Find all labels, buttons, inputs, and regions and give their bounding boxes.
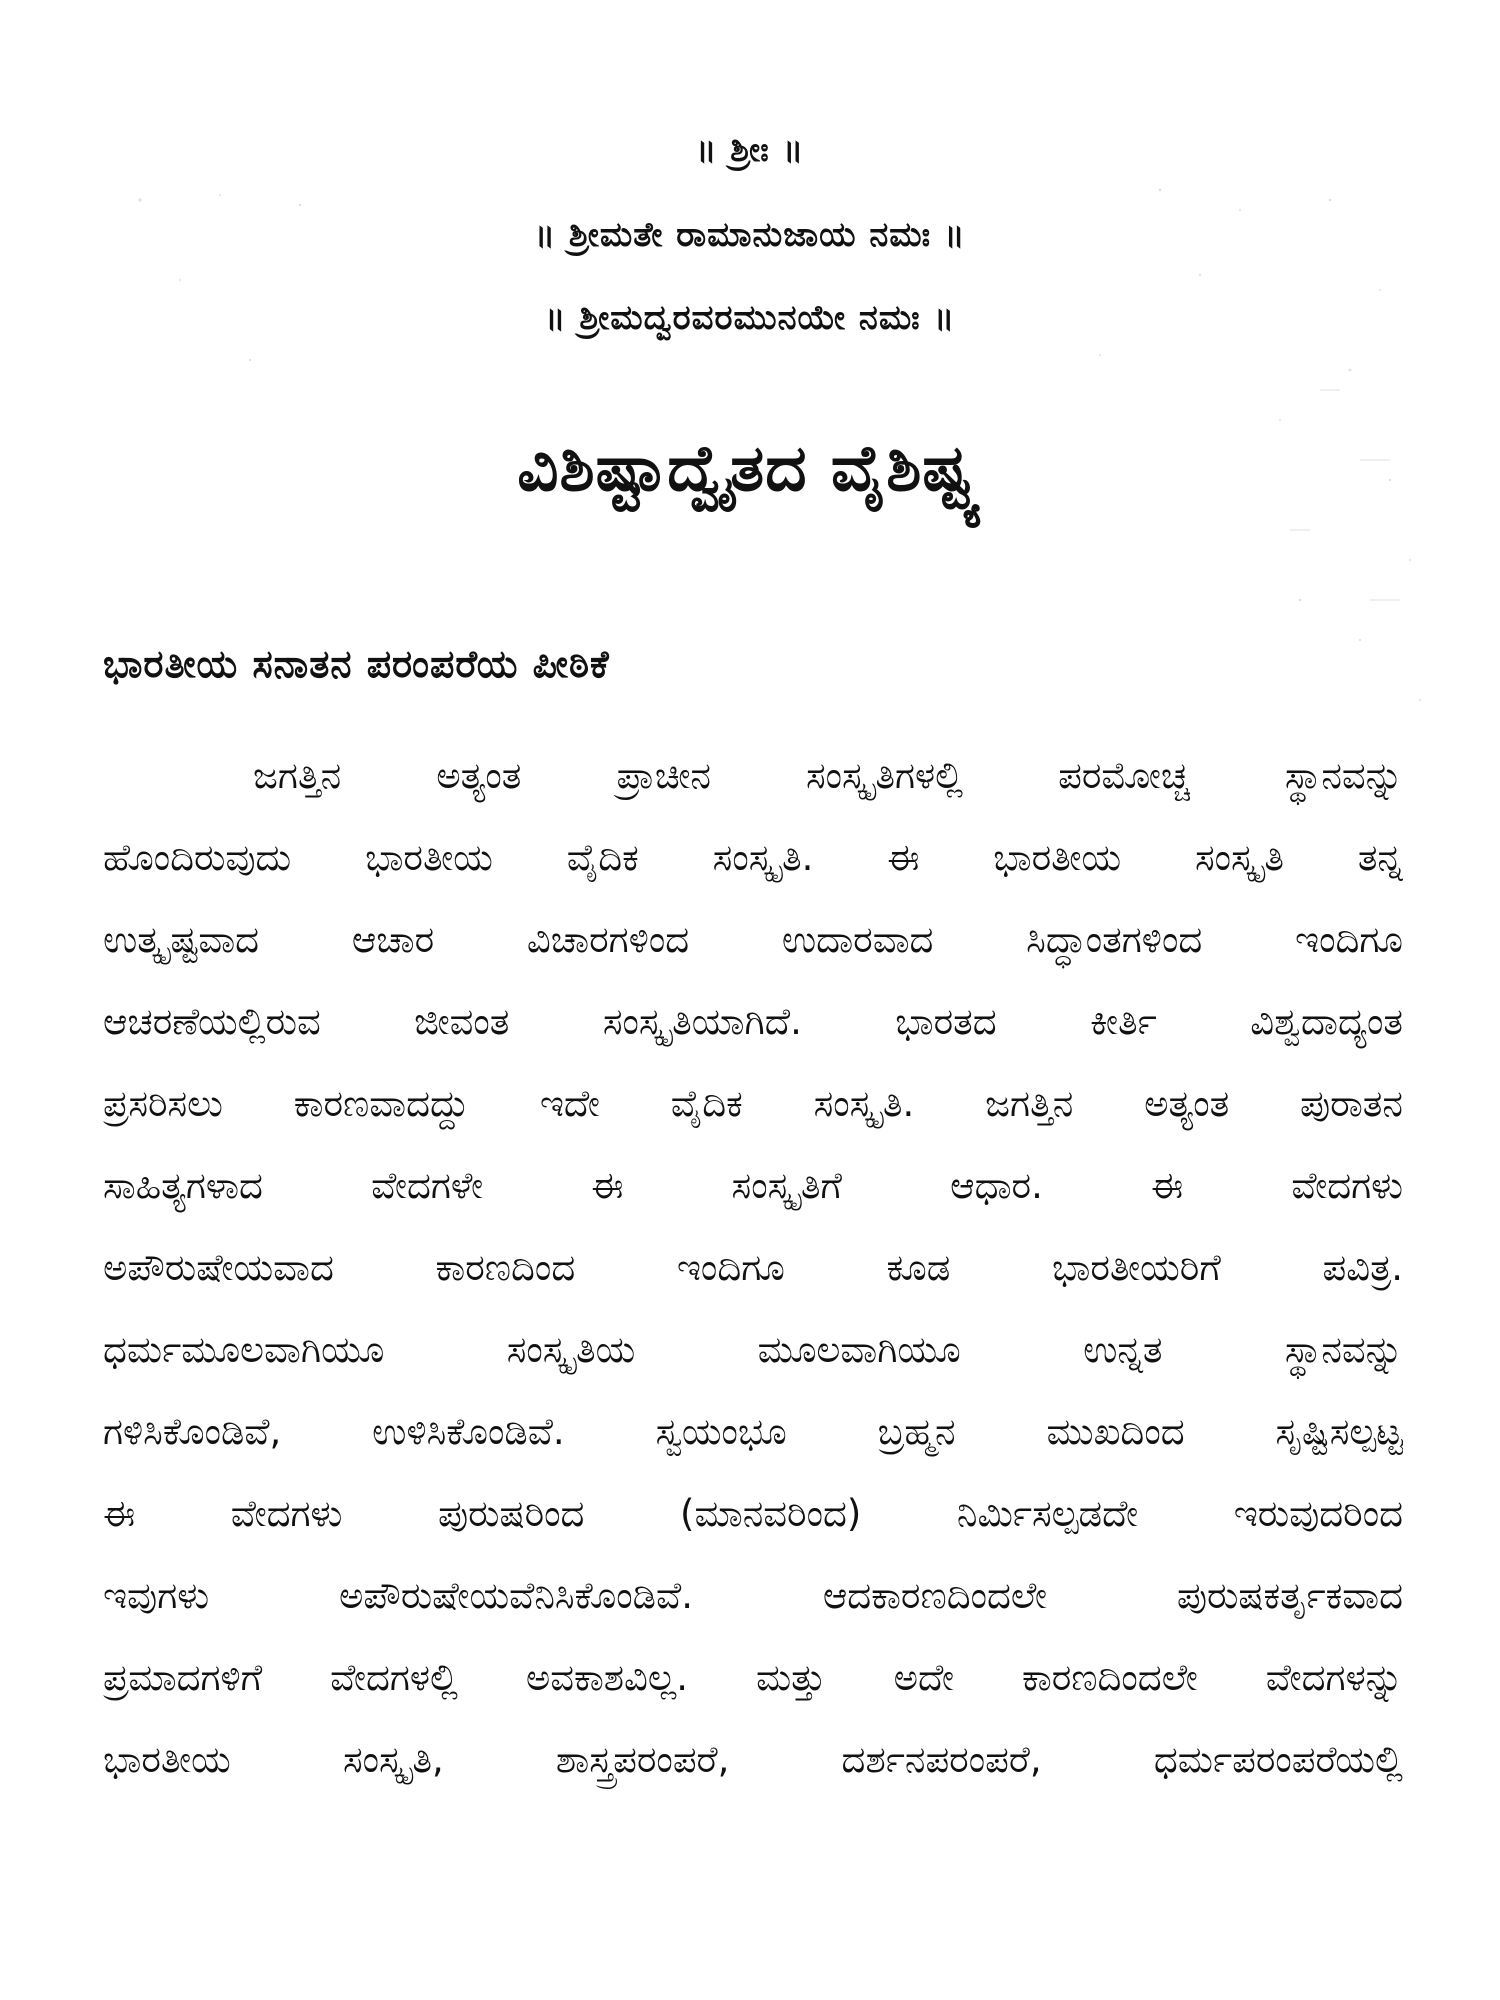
paragraph-line: ಜಗತ್ತಿನ ಅತ್ಯಂತ ಪ್ರಾಚೀನ ಸಂಸ್ಕೃತಿಗಳಲ್ಲಿ ಪರಮೋಚ್ಚ ಸ್ಥಾನವನ್ನು bbox=[253, 754, 1403, 797]
paragraph-line: ಪ್ರಸರಿಸಲು ಕಾರಣವಾದದ್ದು ಇದೇ ವೈದಿಕ ಸಂಸ್ಕೃತಿ. ಜಗತ್ತಿನ ಅತ್ಯಂತ ಪುರಾತನ bbox=[103, 1082, 1403, 1125]
paragraph-line: ಪ್ರಮಾದಗಳಿಗೆ ವೇದಗಳಲ್ಲಿ ಅವಕಾಶವಿಲ್ಲ. ಮತ್ತು ಅದೇ ಕಾರಣದಿಂದಲೇ ವೇದಗಳನ್ನು bbox=[103, 1656, 1403, 1699]
paragraph-line: ಧರ್ಮಮೂಲವಾಗಿಯೂ ಸಂಸ್ಕೃತಿಯ ಮೂಲವಾಗಿಯೂ ಉನ್ನತ ಸ್ಥಾನವನ್ನು bbox=[103, 1328, 1403, 1371]
invocation-line-2: ॥ ಶ್ರೀಮತೇ ರಾಮಾನುಜಾಯ ನಮಃ ॥ bbox=[534, 215, 966, 255]
paragraph-line: ಉತ್ಕೃಷ್ಟವಾದ ಆಚಾರ ವಿಚಾರಗಳಿಂದ ಉದಾರವಾದ ಸಿದ್ಧಾಂತಗಳಿಂದ ಇಂದಿಗೂ bbox=[103, 918, 1403, 961]
paragraph-line: ಅಪೌರುಷೇಯವಾದ ಕಾರಣದಿಂದ ಇಂದಿಗೂ ಕೂಡ ಭಾರತೀಯರಿಗೆ ಪವಿತ್ರ. bbox=[103, 1246, 1403, 1289]
invocation-line-1: ॥ ಶ್ರೀಃ ॥ bbox=[695, 130, 805, 170]
paragraph-line: ಈ ವೇದಗಳು ಪುರುಷರಿಂದ (ಮಾನವರಿಂದ) ನಿರ್ಮಿಸಲ್ಪಡದೇ ಇರುವುದರಿಂದ bbox=[103, 1492, 1403, 1535]
body-paragraph bbox=[103, 735, 1403, 1801]
page-title: ವಿಶಿಷ್ಟಾದ್ವೈತದ ವೈಶಿಷ್ಟ್ಯ bbox=[517, 432, 983, 506]
paragraph-line: ಆಚರಣೆಯಲ್ಲಿರುವ ಜೀವಂತ ಸಂಸ್ಕೃತಿಯಾಗಿದೆ. ಭಾರತದ ಕೀರ್ತಿ ವಿಶ್ವದಾದ್ಯಂತ bbox=[103, 1000, 1403, 1043]
paragraph-line: ಹೊಂದಿರುವುದು ಭಾರತೀಯ ವೈದಿಕ ಸಂಸ್ಕೃತಿ. ಈ ಭಾರತೀಯ ಸಂಸ್ಕೃತಿ ತನ್ನ bbox=[103, 836, 1403, 879]
invocation-line-3: ॥ ಶ್ರೀಮದ್ವರವರಮುನಯೇ ನಮಃ ॥ bbox=[544, 298, 956, 338]
paragraph-line: ಗಳಿಸಿಕೊಂಡಿವೆ, ಉಳಿಸಿಕೊಂಡಿವೆ. ಸ್ವಯಂಭೂ ಬ್ರಹ್ಮನ ಮುಖದಿಂದ ಸೃಷ್ಟಿಸಲ್ಪಟ್ಟ bbox=[103, 1410, 1403, 1453]
section-heading: ಭಾರತೀಯ ಸನಾತನ ಪರಂಪರೆಯ ಪೀಠಿಕೆ bbox=[103, 642, 610, 686]
paragraph-line: ಭಾರತೀಯ ಸಂಸ್ಕೃತಿ, ಶಾಸ್ತ್ರಪರಂಪರೆ, ದರ್ಶನಪರಂಪರೆ, ಧರ್ಮಪರಂಪರೆಯಲ್ಲಿ bbox=[103, 1738, 1403, 1781]
paragraph-line: ಇವುಗಳು ಅಪೌರುಷೇಯವೆನಿಸಿಕೊಂಡಿವೆ. ಆದಕಾರಣದಿಂದಲೇ ಪುರುಷಕರ್ತೃಕವಾದ bbox=[103, 1574, 1403, 1617]
paragraph-line: ಸಾಹಿತ್ಯಗಳಾದ ವೇದಗಳೇ ಈ ಸಂಸ್ಕೃತಿಗೆ ಆಧಾರ. ಈ ವೇದಗಳು bbox=[103, 1164, 1403, 1207]
